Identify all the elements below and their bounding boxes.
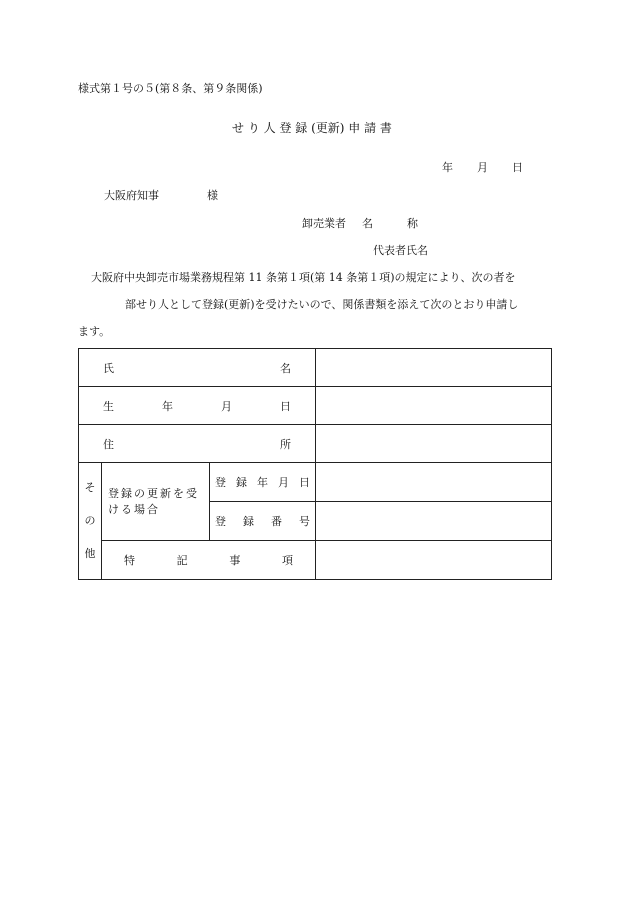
reg-number-char-3: 番 bbox=[271, 515, 282, 528]
address-label-cell bbox=[79, 425, 316, 463]
reg-date-char-1: 登 bbox=[215, 476, 226, 489]
year-label: 年 bbox=[442, 161, 453, 174]
birth-char-1: 生 bbox=[103, 399, 114, 413]
body-line-2: 部せり人として登録(更新)を受けたいので、関係書類を添えて次のとおり申請し bbox=[125, 298, 519, 311]
name-label-first: 名 bbox=[362, 217, 373, 230]
name-char-1: 氏 bbox=[103, 361, 114, 375]
remarks-char-2: 記 bbox=[176, 554, 188, 567]
birthdate-label-cell bbox=[79, 387, 316, 425]
name-row bbox=[79, 349, 552, 387]
other-char-1: そ bbox=[84, 480, 96, 494]
birthdate-row bbox=[79, 387, 552, 425]
reg-number-char-1: 登 bbox=[215, 515, 226, 528]
address-char-1: 住 bbox=[103, 437, 114, 451]
name-label-cell bbox=[79, 349, 316, 387]
remarks-char-3: 事 bbox=[229, 554, 241, 567]
address-row bbox=[79, 425, 552, 463]
reg-date-char-3: 年 bbox=[257, 476, 268, 489]
registration-date-row bbox=[79, 463, 552, 502]
day-label: 日 bbox=[512, 161, 523, 174]
remarks-value-cell[interactable] bbox=[316, 541, 552, 580]
remarks-char-4: 項 bbox=[282, 554, 294, 567]
name-value-cell[interactable] bbox=[316, 349, 552, 387]
application-table bbox=[78, 348, 552, 580]
other-char-2: の bbox=[84, 513, 96, 527]
birth-char-3: 月 bbox=[221, 399, 232, 413]
renewal-label-cell bbox=[102, 463, 210, 541]
month-label: 月 bbox=[477, 161, 488, 174]
remarks-row bbox=[79, 541, 552, 580]
other-label-cell bbox=[79, 463, 102, 580]
addressee-honorific: 様 bbox=[207, 189, 218, 202]
renewal-label: 登録の更新を受ける場合 bbox=[108, 486, 199, 516]
reg-date-char-5: 日 bbox=[299, 476, 310, 489]
representative-label: 代表者氏名 bbox=[373, 244, 428, 257]
remarks-char-1: 特 bbox=[124, 554, 135, 567]
reg-date-char-2: 録 bbox=[236, 476, 247, 489]
birthdate-value-cell[interactable] bbox=[316, 387, 552, 425]
birth-char-2: 年 bbox=[162, 399, 173, 413]
address-value-cell[interactable] bbox=[316, 425, 552, 463]
registration-date-value-cell[interactable] bbox=[316, 463, 552, 502]
registration-number-label-cell bbox=[210, 502, 316, 541]
other-char-3: 他 bbox=[84, 547, 96, 561]
address-char-2: 所 bbox=[280, 437, 292, 451]
business-label: 卸売業者 bbox=[302, 217, 346, 230]
name-char-2: 名 bbox=[280, 361, 292, 375]
addressee-name: 大阪府知事 bbox=[104, 189, 159, 202]
birth-char-4: 日 bbox=[280, 399, 291, 413]
body-line-1: 大阪府中央卸売市場業務規程第 11 条第１項(第 14 条第１項)の規定により、次の者を bbox=[91, 271, 516, 284]
reg-number-char-2: 録 bbox=[243, 515, 254, 528]
registration-date-label-cell bbox=[210, 463, 316, 502]
registration-number-value-cell[interactable] bbox=[316, 502, 552, 541]
reg-number-char-4: 号 bbox=[299, 515, 310, 528]
form-title: せ り 人 登 録 (更新) 申 請 書 bbox=[232, 121, 392, 135]
body-line-3: ます。 bbox=[78, 325, 111, 338]
remarks-label-cell bbox=[102, 541, 316, 580]
form-number: 様式第１号の５(第８条、第９条関係) bbox=[78, 82, 263, 95]
reg-date-char-4: 月 bbox=[278, 476, 289, 489]
name-label-second: 称 bbox=[407, 217, 418, 230]
